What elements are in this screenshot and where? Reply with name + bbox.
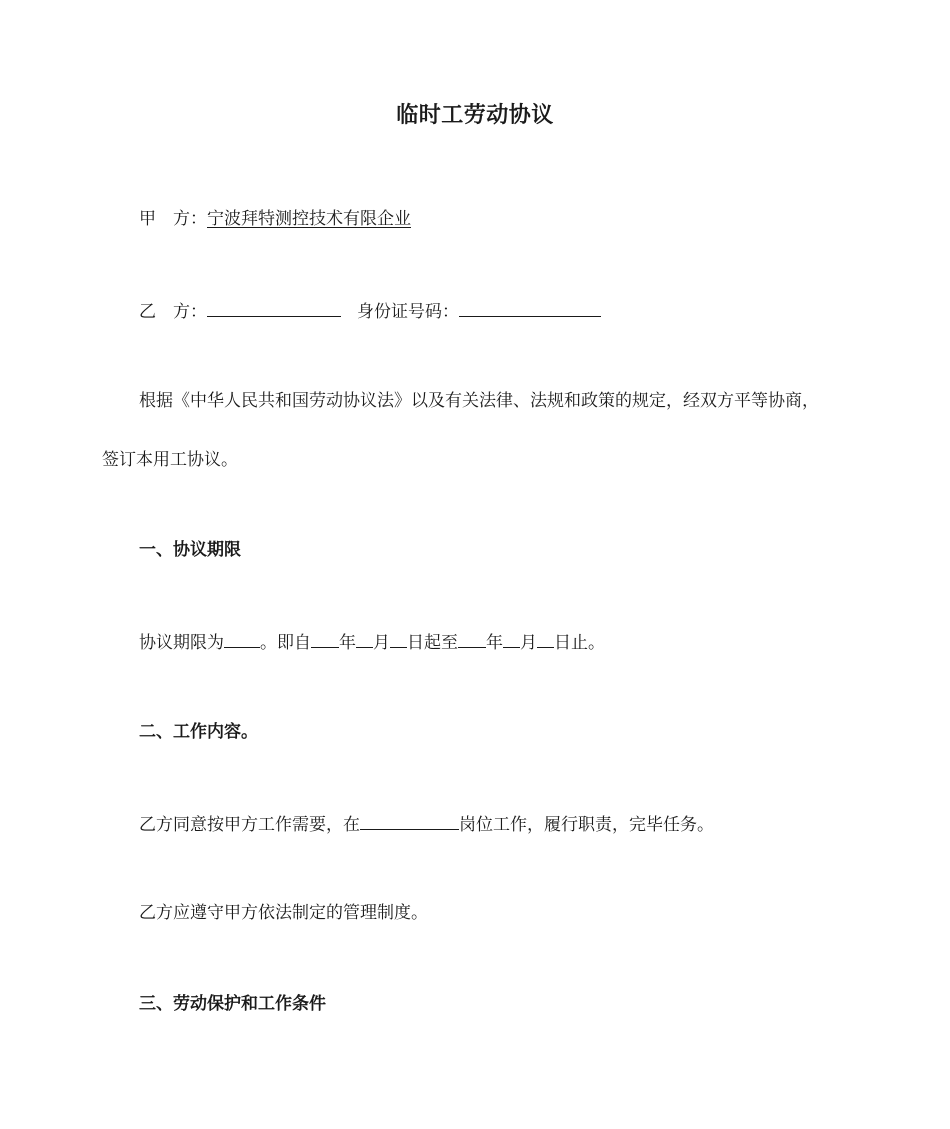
term-text-a: 协议期限为 <box>139 633 224 653</box>
job-text-b: 岗位工作，履行职责，完毕任务。 <box>459 815 714 835</box>
rules-line: 乙方应遵守甲方依法制定的管理制度。 <box>139 903 428 923</box>
end-month-label: 月 <box>520 633 537 653</box>
start-year-label: 年 <box>339 633 356 653</box>
term-text-b: 。即自 <box>260 633 311 653</box>
party-a-name: 宁波拜特测控技术有限企业 <box>207 209 411 229</box>
start-day-label: 日起至 <box>407 633 458 653</box>
end-year-blank[interactable] <box>458 629 486 648</box>
document-title: 临时工劳动协议 <box>396 103 554 128</box>
start-month-blank[interactable] <box>356 629 373 648</box>
id-number-blank[interactable] <box>459 298 601 317</box>
party-b-line <box>139 298 601 324</box>
section-1-heading: 一、协议期限 <box>139 540 241 560</box>
end-day-label: 日止。 <box>554 633 605 653</box>
party-b-label: 乙 方： <box>139 302 207 322</box>
section-3-heading: 三、劳动保护和工作条件 <box>139 994 326 1014</box>
job-position-blank[interactable] <box>360 811 459 830</box>
start-year-blank[interactable] <box>311 629 339 648</box>
start-day-blank[interactable] <box>390 629 407 648</box>
id-number-label: 身份证号码： <box>357 302 459 322</box>
job-text-a: 乙方同意按甲方工作需要，在 <box>139 815 360 835</box>
party-a-label: 甲 方： <box>139 209 207 229</box>
intro-line-1: 根据《中华人民共和国劳动协议法》以及有关法律、法规和政策的规定，经双方平等协商， <box>139 391 819 411</box>
end-day-blank[interactable] <box>537 629 554 648</box>
section-2-heading: 二、工作内容。 <box>139 722 258 742</box>
end-month-blank[interactable] <box>503 629 520 648</box>
job-line <box>139 811 714 837</box>
end-year-label: 年 <box>486 633 503 653</box>
party-a-line <box>139 207 411 231</box>
party-b-name-blank[interactable] <box>207 298 341 317</box>
start-month-label: 月 <box>373 633 390 653</box>
term-length-blank[interactable] <box>224 629 260 648</box>
intro-line-2: 签订本用工协议。 <box>102 450 238 470</box>
term-line <box>139 629 605 655</box>
